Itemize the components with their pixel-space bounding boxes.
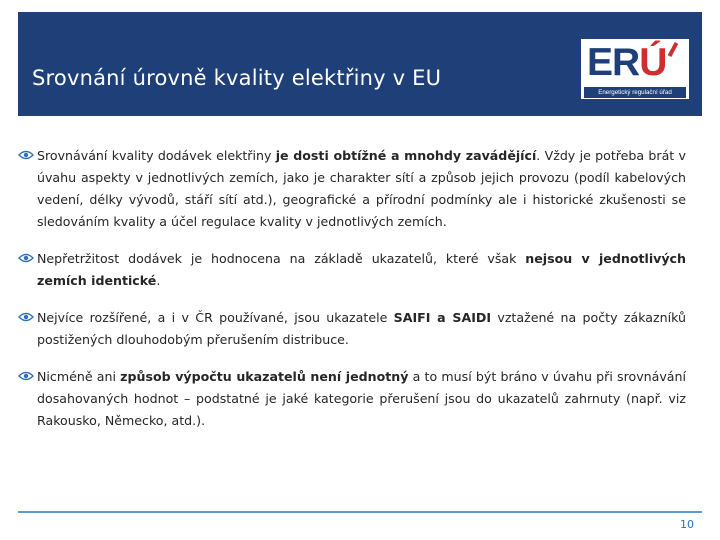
footer-divider — [18, 511, 702, 513]
bullet-list — [18, 145, 686, 447]
page-number: 10 — [680, 518, 694, 531]
bullet-item — [18, 248, 686, 292]
logo-letters — [587, 39, 666, 87]
eye-icon — [18, 252, 34, 264]
bullet-text: Nicméně ani způsob výpočtu ukazatelů není jednotný a to musí být bráno v úvahu při srovnávání dosahovaných hodnot – podstatné je jaké kategorie přerušení jsou do ukazatelů zahrnuty (např. viz Rakousko, Německo, atd.). — [37, 369, 686, 428]
bullet-item — [18, 366, 686, 432]
eru-logo — [580, 38, 690, 100]
slide-title: Srovnání úrovně kvality elektřiny v EU — [32, 66, 442, 90]
bullet-text: Nepřetržitost dodávek je hodnocena na základě ukazatelů, které však nejsou v jednotlivých zemích identické. — [37, 251, 686, 288]
eye-icon — [18, 149, 34, 161]
bullet-text: Nejvíce rozšířené, a i v ČR používané, jsou ukazatele SAIFI a SAIDI vztažené na počty zákazníků postižených dlouhodobým přerušením distribuce. — [37, 310, 686, 347]
eye-icon — [18, 311, 34, 323]
eye-icon — [18, 370, 34, 382]
bullet-item — [18, 145, 686, 233]
bullet-item — [18, 307, 686, 351]
logo-letters-accent: Ú — [639, 41, 667, 84]
bullet-text: Srovnávání kvality dodávek elektřiny je dosti obtížné a mnohdy zavádějící. Vždy je potřeba brát v úvahu aspekty v jednotlivých zemích, jako je charakter sítí a způsob jejich provozu (podíl kabelových vedení, délky vývodů, stáří sítí atd.), geografické a přírodní podmínky ale i historické zkušenosti se sledováním kvality a účel regulace kvality v jednotlivých zemích. — [37, 148, 686, 229]
logo-letters-main: ER — [587, 41, 640, 84]
logo-accent-mark — [668, 42, 679, 57]
logo-tagline: Energetický regulační úřad — [584, 87, 686, 98]
